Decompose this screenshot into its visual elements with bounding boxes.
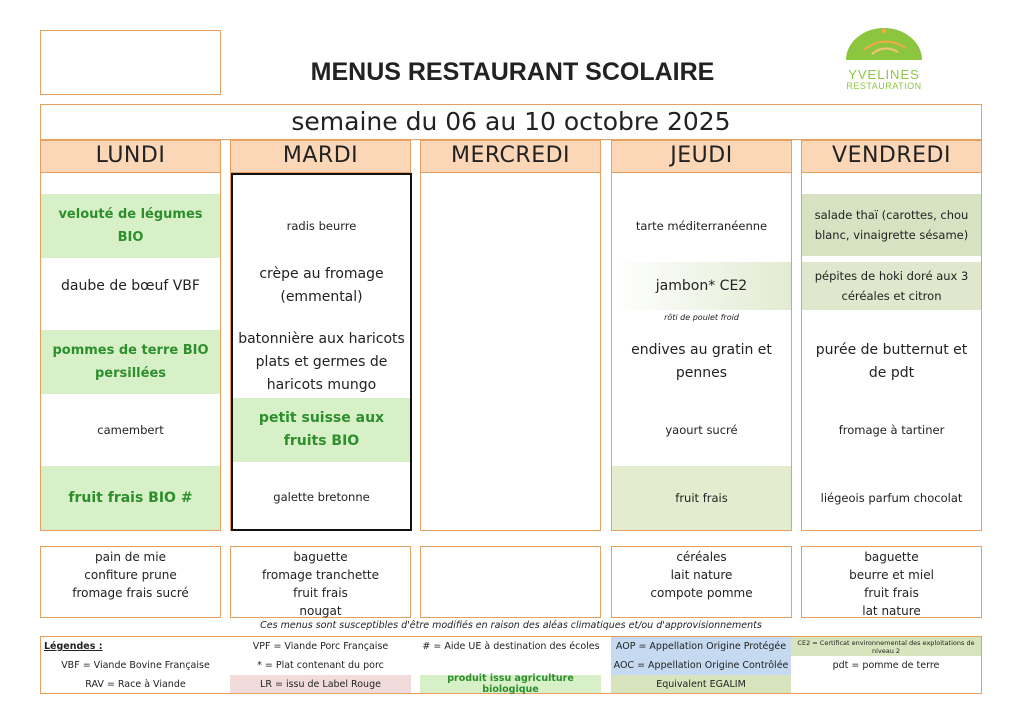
gouter-item: lat nature [862,604,921,618]
menu-item-jeudi-plat: jambon* CE2 [612,262,791,310]
legend-label-rouge: LR = issu de Label Rouge [230,675,411,693]
menu-item-jeudi-entree: tarte méditerranéenne [635,219,768,233]
legend-aoc: AOC = Appellation Origine Contrôlée [611,656,791,675]
menu-item-jeudi-accompagnement: endives au gratin et pennes [631,342,772,381]
legend-title: Légendes : [44,641,103,652]
menu-item-vendredi-dessert: liégeois parfum chocolat [820,491,963,505]
gouter-item: pain de mie [95,550,166,564]
disclaimer: Ces menus sont susceptibles d'être modifiés en raison des aléas climatiques et/ou d'approvisionnements [260,620,762,631]
gouter-item: confiture prune [84,568,177,582]
gouter-item: compote pomme [650,586,753,600]
legend-porc: * = Plat contenant du porc [257,660,384,671]
menu-item-vendredi-laitage: fromage à tartiner [838,423,945,437]
gouter-item: fromage tranchette [261,568,380,582]
legend-aop: AOP = Appellation Origine Protégée [611,637,791,656]
week-banner: semaine du 06 au 10 octobre 2025 [40,104,982,140]
gouter-mercredi [420,546,601,618]
gouter-mardi [230,546,411,618]
page-title: MENUS RESTAURANT SCOLAIRE [310,58,715,86]
gouter-item: céréales [676,550,727,564]
menu-item-mardi-accompagnement: batonnière aux haricots plats et germes de haricots mungo [238,330,405,393]
legend-aide-ue: # = Aide UE à destination des écoles [422,641,600,652]
menu-item-lundi-entree: velouté de légumes BIO [41,194,220,258]
day-header-mardi: MARDI [230,140,411,173]
logo-text: YVELINES [848,67,920,82]
menu-item-vendredi-entree: salade thaï (carottes, chou blanc, vinaigrette sésame) [802,194,981,256]
menu-item-vendredi-plat: pépites de hoki doré aux 3 céréales et citron [802,262,981,310]
menu-item-vendredi-accompagnement: purée de butternut et de pdt [815,342,968,381]
menu-item-lundi-accompagnement: pommes de terre BIO persillées [41,330,220,394]
menu-item-jeudi-laitage: yaourt sucré [665,423,738,437]
legend-bio: produit issu agriculture biologique [420,675,601,693]
gouter-item: baguette [864,550,919,564]
legend-ce2: CE2 = Certificat environnemental des exploitations de niveau 2 [791,637,981,656]
day-header-vendredi: VENDREDI [801,140,982,173]
day-header-jeudi: JEUDI [611,140,792,173]
gouter-item: baguette [293,550,348,564]
day-header-mercredi: MERCREDI [420,140,601,173]
menu-item-mardi-plat: crèpe au fromage (emmental) [259,266,384,305]
gouter-vendredi [801,546,982,618]
gouter-item: fruit frais [293,586,348,600]
menu-item-mardi-entree: radis beurre [286,219,357,233]
logo-subtext: RESTAURATION [846,81,922,91]
yvelines-restauration-logo-icon [832,24,936,64]
menu-item-lundi-plat: daube de bœuf VBF [61,277,200,294]
menu-item-jeudi-dessert: fruit frais [612,466,791,530]
blank-box [40,30,221,95]
gouter-item: lait nature [670,568,733,582]
legend-rav: RAV = Race à Viande [85,678,186,690]
gouter-item: nougat [299,604,342,618]
legend-pdt: pdt = pomme de terre [832,660,940,671]
menu-item-lundi-laitage: camembert [97,423,164,437]
gouter-lundi [40,546,221,618]
gouter-item: fruit frais [864,586,919,600]
gouter-jeudi [611,546,792,618]
menu-item-mardi-dessert: galette bretonne [273,490,370,504]
day-header-lundi: LUNDI [40,140,221,173]
legend-egalim: Equivalent EGALIM [611,675,791,693]
legend-vbf: VBF = Viande Bovine Française [61,660,210,671]
column-mercredi [420,140,601,531]
gouter-item: beurre et miel [849,568,934,582]
legend-vpf: VPF = Viande Porc Française [252,641,389,652]
logo [832,24,936,92]
menu-item-lundi-dessert: fruit frais BIO # [41,466,220,530]
gouter-item: fromage frais sucré [72,586,189,600]
menu-item-mardi-laitage: petit suisse aux fruits BIO [233,398,410,462]
menu-item-jeudi-plat-note: rôti de poulet froid [664,313,739,322]
